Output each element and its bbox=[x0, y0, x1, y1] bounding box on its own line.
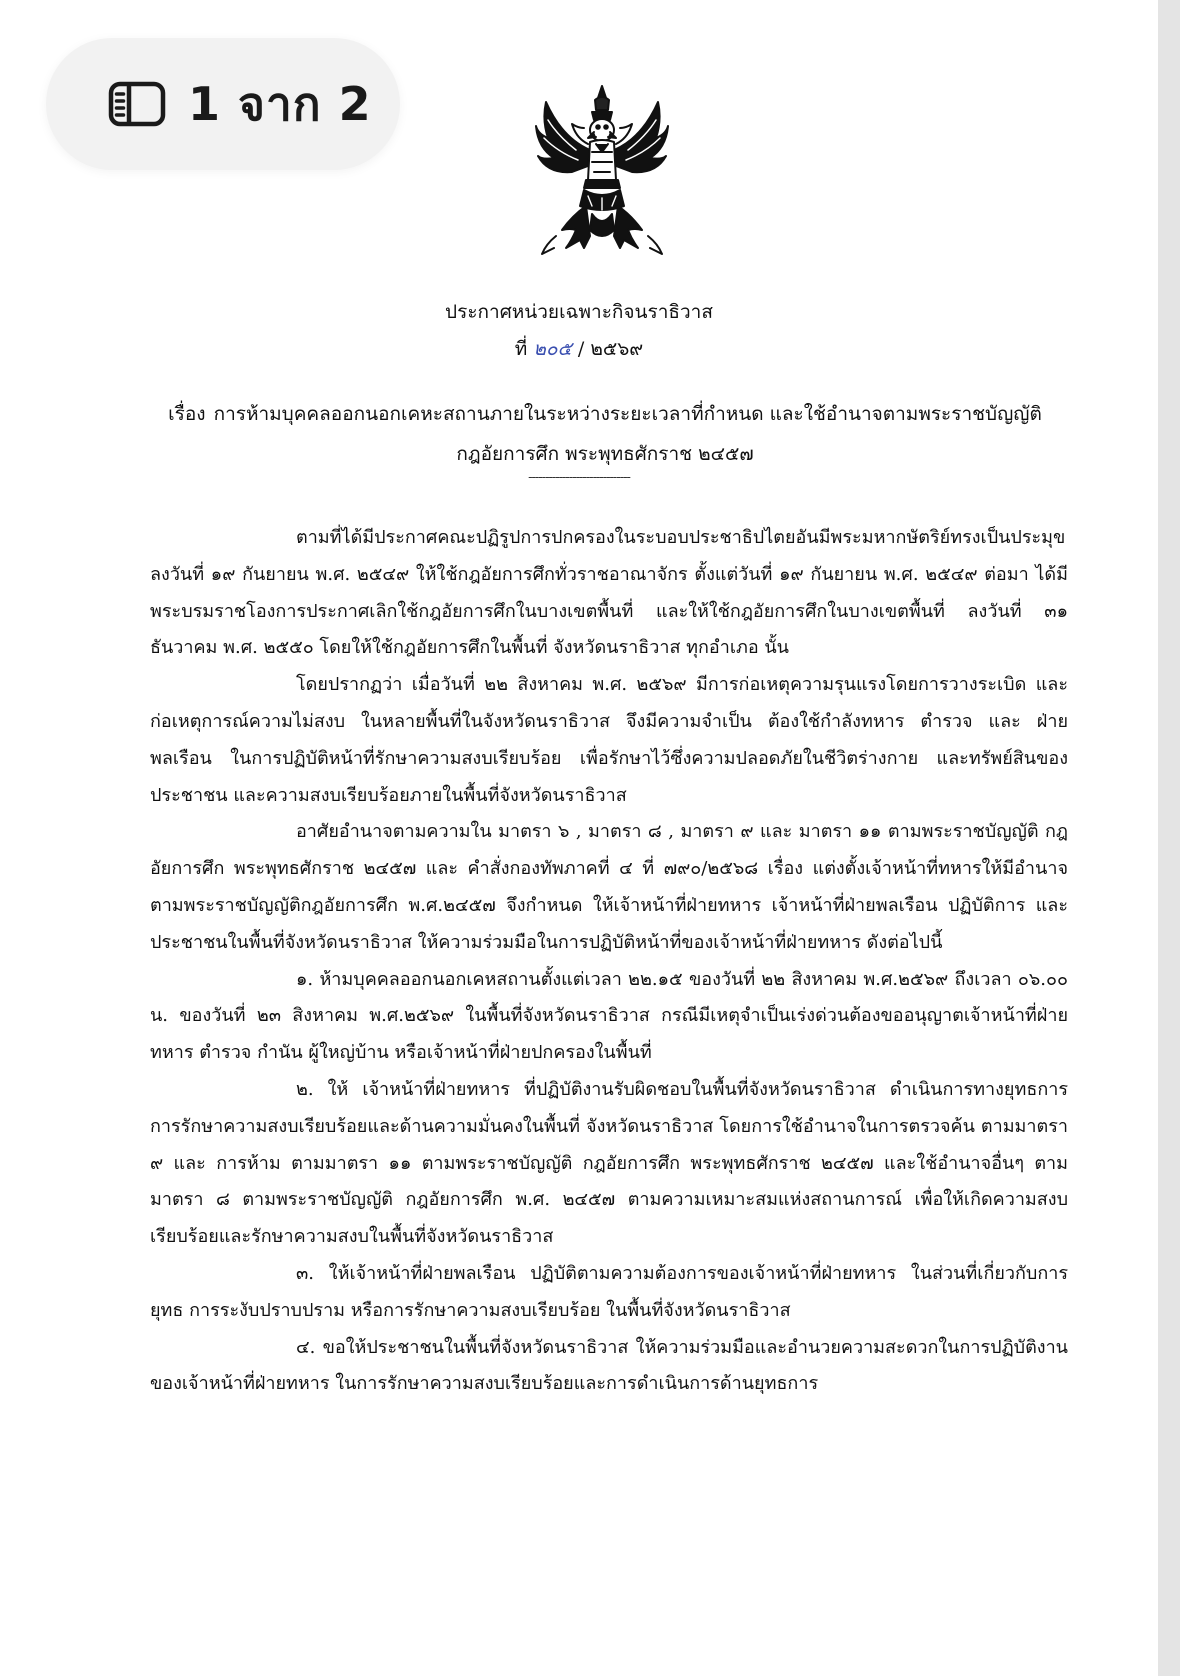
paragraph-item-4: ๔. ขอให้ประชาชนในพื้นที่จังหวัดนราธิวาส ให้ความร่วมมือและอำนวยความสะดวกในการปฏิบัติงานของเจ้าหน้าที่ฝ่ายทหาร ในการรักษาความสงบเรียบร้อยและการดำเนินการด้านยุทธการ bbox=[150, 1336, 1068, 1395]
subject-text-line2: กฎอัยการศึก พระพุทธศักราช ๒๔๕๗ bbox=[456, 443, 754, 465]
document-number-prefix: ที่ bbox=[514, 338, 528, 360]
handwritten-number: ๒๐๕ bbox=[533, 338, 572, 360]
paragraph-incident: โดยปรากฏว่า เมื่อวันที่ ๒๒ สิงหาคม พ.ศ. ๒๕๖๙ มีการก่อเหตุความรุนแรงโดยการวางระเบิด และ ก่อเหตุการณ์ความไม่สงบ ในหลายพื้นที่ในจังหวัดนราธิวาส จึงมีความจำเป็น ต้องใช้กำลังทหาร ตำรวจ และ ฝ่ายพลเรือน ในการปฏิบัติหน้าที่รักษาความสงบเรียบร้อย เพื่อรักษาไว้ซึ่งความปลอดภัยในชีวิตร่างกาย และทรัพย์สินของประชาชน และความสงบเรียบร้อยภายในพื้นที่จังหวัดนราธิวาส bbox=[150, 674, 1068, 806]
document-number bbox=[0, 335, 1158, 363]
pages-icon bbox=[108, 81, 166, 127]
paragraph-authority: อาศัยอำนาจตามความใน มาตรา ๖ , มาตรา ๘ , มาตรา ๙ และ มาตรา ๑๑ ตามพระราชบัญญัติ กฎอัยการศึก พระพุทธศักราช ๒๔๕๗ และ คำสั่งกองทัพภาคที่ ๔ ที่ ๗๙๐/๒๕๖๘ เรื่อง แต่งตั้งเจ้าหน้าที่ทหารให้มีอำนาจตามพระราชบัญญัติกฎอัยการศึก พ.ศ.๒๔๕๗ จึงกำหนด ให้เจ้าหน้าที่ฝ่ายทหาร เจ้าหน้าที่ฝ่ายพลเรือน ปฏิบัติการ และ ประชาชนในพื้นที่จังหวัดนราธิวาส ให้ความร่วมมือในการปฏิบัติหน้าที่ของเจ้าหน้าที่ฝ่ายทหาร ดังต่อไปนี้ bbox=[150, 821, 1068, 953]
page-indicator[interactable] bbox=[46, 38, 400, 170]
paragraph-item-1: ๑. ห้ามบุคคลออกนอกเคหสถานตั้งแต่เวลา ๒๒.๑๕ ของวันที่ ๒๒ สิงหาคม พ.ศ.๒๕๖๙ ถึงเวลา ๐๖.๐๐ น. ของวันที่ ๒๓ สิงหาคม พ.ศ.๒๕๖๙ ในพื้นที่จังหวัดนราธิวาส กรณีมีเหตุจำเป็นเร่งด่วนต้องขออนุญาตเจ้าหน้าที่ฝ่ายทหาร ตำรวจ กำนัน ผู้ใหญ่บ้าน หรือเจ้าหน้าที่ฝ่ายปกครองในพื้นที่ bbox=[150, 968, 1068, 1064]
subject-first-line bbox=[150, 394, 1060, 434]
page-count-label: 1 จาก 2 bbox=[188, 76, 372, 131]
paragraph-item-2: ๒. ให้ เจ้าหน้าที่ฝ่ายทหาร ที่ปฏิบัติงานรับผิดชอบในพื้นที่จังหวัดนราธิวาส ดำเนินการทางยุทธการ การรักษาความสงบเรียบร้อยและด้านความมั่นคงในพื้นที่ จังหวัดนราธิวาส โดยการใช้อำนาจในการตรวจค้น ตามมาตรา ๙ และ การห้าม ตามมาตรา ๑๑ ตามพระราชบัญญัติ กฎอัยการศึก พระพุทธศักราช ๒๔๕๗ และใช้อำนาจอื่นๆ ตาม มาตรา ๘ ตามพระราชบัญญัติ กฎอัยการศึก พ.ศ. ๒๔๕๗ ตามความเหมาะสมแห่งสถานการณ์ เพื่อให้เกิดความสงบเรียบร้อยและรักษาความสงบในพื้นที่จังหวัดนราธิวาส bbox=[150, 1078, 1068, 1248]
issuing-organization: ประกาศหน่วยเฉพาะกิจนราธิวาส bbox=[445, 301, 713, 323]
subject-text-line1: การห้ามบุคคลออกนอกเคหะสถานภายในระหว่างระยะเวลาที่กำหนด และใช้อำนาจตามพระราชบัญญัติ bbox=[213, 403, 1042, 425]
subject-label: เรื่อง bbox=[168, 403, 206, 425]
document-body bbox=[150, 520, 1068, 1403]
garuda-emblem bbox=[532, 80, 672, 260]
paragraph-item-3: ๓. ให้เจ้าหน้าที่ฝ่ายพลเรือน ปฏิบัติตามความต้องการของเจ้าหน้าที่ฝ่ายทหาร ในส่วนที่เกี่ยวกับการยุทธ การระงับปราบปราม หรือการรักษาความสงบเรียบร้อย ในพื้นที่จังหวัดนราธิวาส bbox=[150, 1262, 1068, 1321]
paragraph-preamble: ตามที่ได้มีประกาศคณะปฏิรูปการปกครองในระบอบประชาธิปไตยอันมีพระมหากษัตริย์ทรงเป็นประมุข ลงวันที่ ๑๙ กันยายน พ.ศ. ๒๕๔๙ ให้ใช้กฎอัยการศึกทั่วราชอาณาจักร ตั้งแต่วันที่ ๑๙ กันยายน พ.ศ. ๒๕๔๙ ต่อมา ได้มีพระบรมราชโองการประกาศเลิกใช้กฎอัยการศึกในบางเขตพื้นที่ และให้ใช้กฎอัยการศึกในบางเขตพื้นที่ ลงวันที่ ๓๑ ธันวาคม พ.ศ. ๒๕๕๐ โดยให้ใช้กฎอัยการศึกในพื้นที่ จังหวัดนราธิวาส ทุกอำเภอ นั้น bbox=[150, 527, 1068, 659]
document-number-year: / ๒๕๖๙ bbox=[577, 338, 644, 360]
separator-line: ------------------------------ bbox=[528, 470, 630, 485]
document-subject bbox=[150, 394, 1060, 474]
viewer-scroll-edge bbox=[1158, 0, 1180, 1676]
